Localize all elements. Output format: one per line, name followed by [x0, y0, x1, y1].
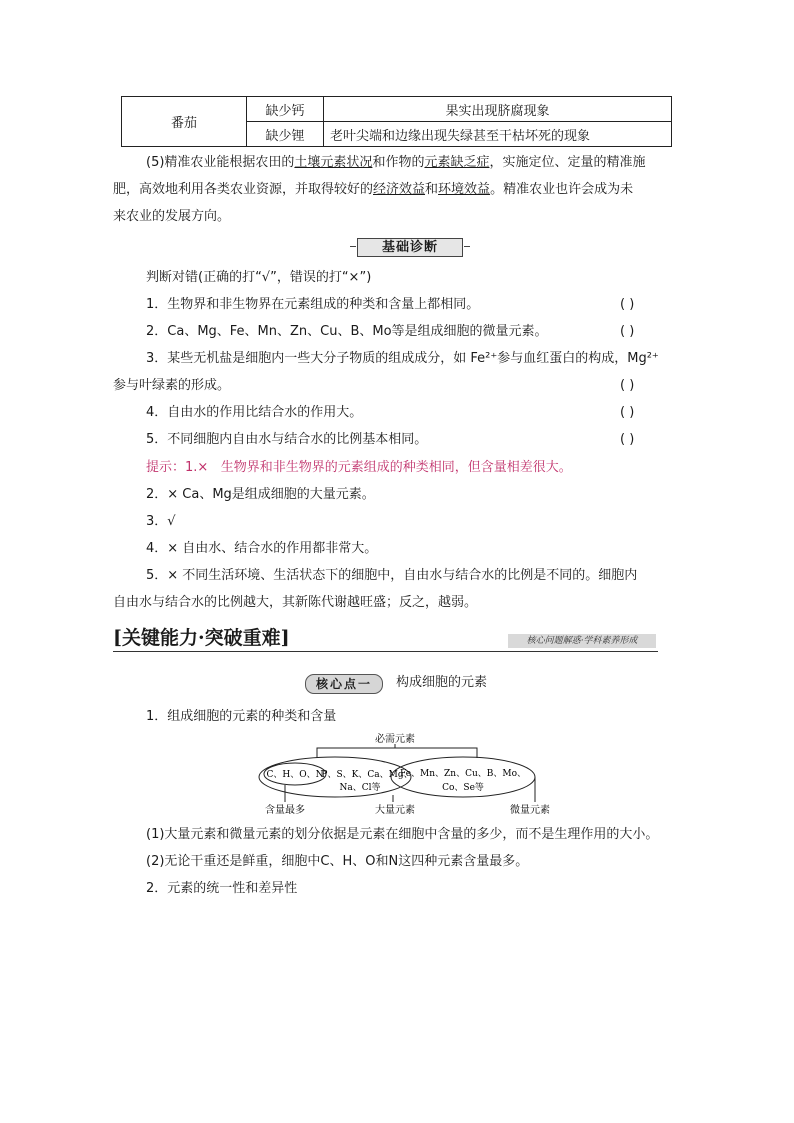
answer-blank: ( ) [620, 378, 635, 393]
hint-1: 提示：1.× 生物界和非生物界的元素组成的种类相同，但含量相差很大。 [146, 460, 572, 475]
element-diagram [255, 728, 550, 820]
keypoint-title: 构成细胞的元素 [396, 675, 488, 690]
diagram-label: 含量最多 [265, 805, 305, 816]
answer-blank: ( ) [620, 297, 635, 312]
para5-line3: 来农业的发展方向。 [113, 209, 231, 224]
hint-5-cont: 自由水与结合水的比例越大，其新陈代谢越旺盛；反之，越弱。 [113, 595, 478, 610]
diagram-top-label: 必需元素 [375, 734, 415, 745]
hint-label: 提示： [146, 460, 186, 475]
deficiency-cell: 缺少钙 [247, 97, 324, 122]
answer-blank: ( ) [620, 405, 635, 420]
section-title: [关键能力·突破重难] [113, 627, 290, 649]
diagram-text: Co、Se等 [442, 783, 484, 793]
topic-2: 2．元素的统一性和差异性 [146, 881, 298, 896]
diagram-text: C、H、O、N [266, 770, 324, 780]
symptom-cell: 老叶尖端和边缘出现失绿甚至干枯坏死的现象 [324, 122, 672, 147]
underlined-term: 经济效益 [373, 182, 426, 197]
nutrient-table [121, 96, 672, 147]
section-tag: 核心问题解惑·学科素养形成 [508, 634, 656, 648]
deficiency-cell: 缺少锂 [247, 122, 324, 147]
crop-cell: 番茄 [122, 97, 247, 147]
diagram-text: Na、Cl等 [339, 783, 381, 793]
note-1: (1)大量元素和微量元素的划分依据是元素在细胞中含量的多少，而不是生理作用的大小。 [146, 827, 659, 842]
answer-blank: ( ) [620, 432, 635, 447]
hint-2: 2．× Ca、Mg是组成细胞的大量元素。 [146, 487, 375, 502]
para5-line2: 肥，高效地利用各类农业资源，并取得较好的经济效益和环境效益。精准农业也许会成为未 [113, 182, 634, 197]
bracket [317, 748, 477, 758]
diagram-text: P、S、K、Ca、Mg、 [321, 770, 413, 780]
answer-blank: ( ) [620, 324, 635, 339]
topic-1: 1．组成细胞的元素的种类和含量 [146, 709, 337, 724]
hint-5: 5．× 不同生活环境、生活状态下的细胞中，自由水与结合水的比例是不同的。细胞内 [146, 568, 638, 583]
question-1: 1．生物界和非生物界在元素组成的种类和含量上都相同。 [146, 297, 480, 312]
note-2: (2)无论干重还是鲜重，细胞中C、H、O和N这四种元素含量最多。 [146, 854, 529, 869]
question-3: 3．某些无机盐是细胞内一些大分子物质的组成成分，如 Fe²⁺参与血红蛋白的构成，Mg²⁺ [146, 351, 659, 366]
keypoint-badge: 核心点一 [305, 674, 383, 694]
question-5: 5．不同细胞内自由水与结合水的比例基本相同。 [146, 432, 428, 447]
underlined-term: 元素缺乏症 [424, 155, 490, 170]
para5-line1: (5)精准农业能根据农田的土壤元素状况和作物的元素缺乏症，实施定位、定量的精准施 [146, 155, 646, 170]
diagram-label: 大量元素 [375, 805, 415, 816]
section-banner: 基础诊断 [357, 238, 463, 257]
hint-3: 3．√ [146, 514, 176, 529]
diagram-label: 微量元素 [510, 805, 550, 816]
question-2: 2．Ca、Mg、Fe、Mn、Zn、Cu、B、Mo等是组成细胞的微量元素。 [146, 324, 548, 339]
question-3-cont: 参与叶绿素的形成。 [113, 378, 231, 393]
diagram-text: Fe、Mn、Zn、Cu、B、Mo、 [399, 769, 527, 779]
underlined-term: 环境效益 [438, 182, 491, 197]
question-4: 4．自由水的作用比结合水的作用大。 [146, 405, 363, 420]
section-divider [113, 651, 658, 652]
underlined-term: 土壤元素状况 [294, 155, 373, 170]
judge-intro: 判断对错(正确的打“√”，错误的打“×”) [146, 270, 372, 285]
symptom-cell: 果实出现脐腐现象 [324, 97, 672, 122]
hint-4: 4．× 自由水、结合水的作用都非常大。 [146, 541, 378, 556]
